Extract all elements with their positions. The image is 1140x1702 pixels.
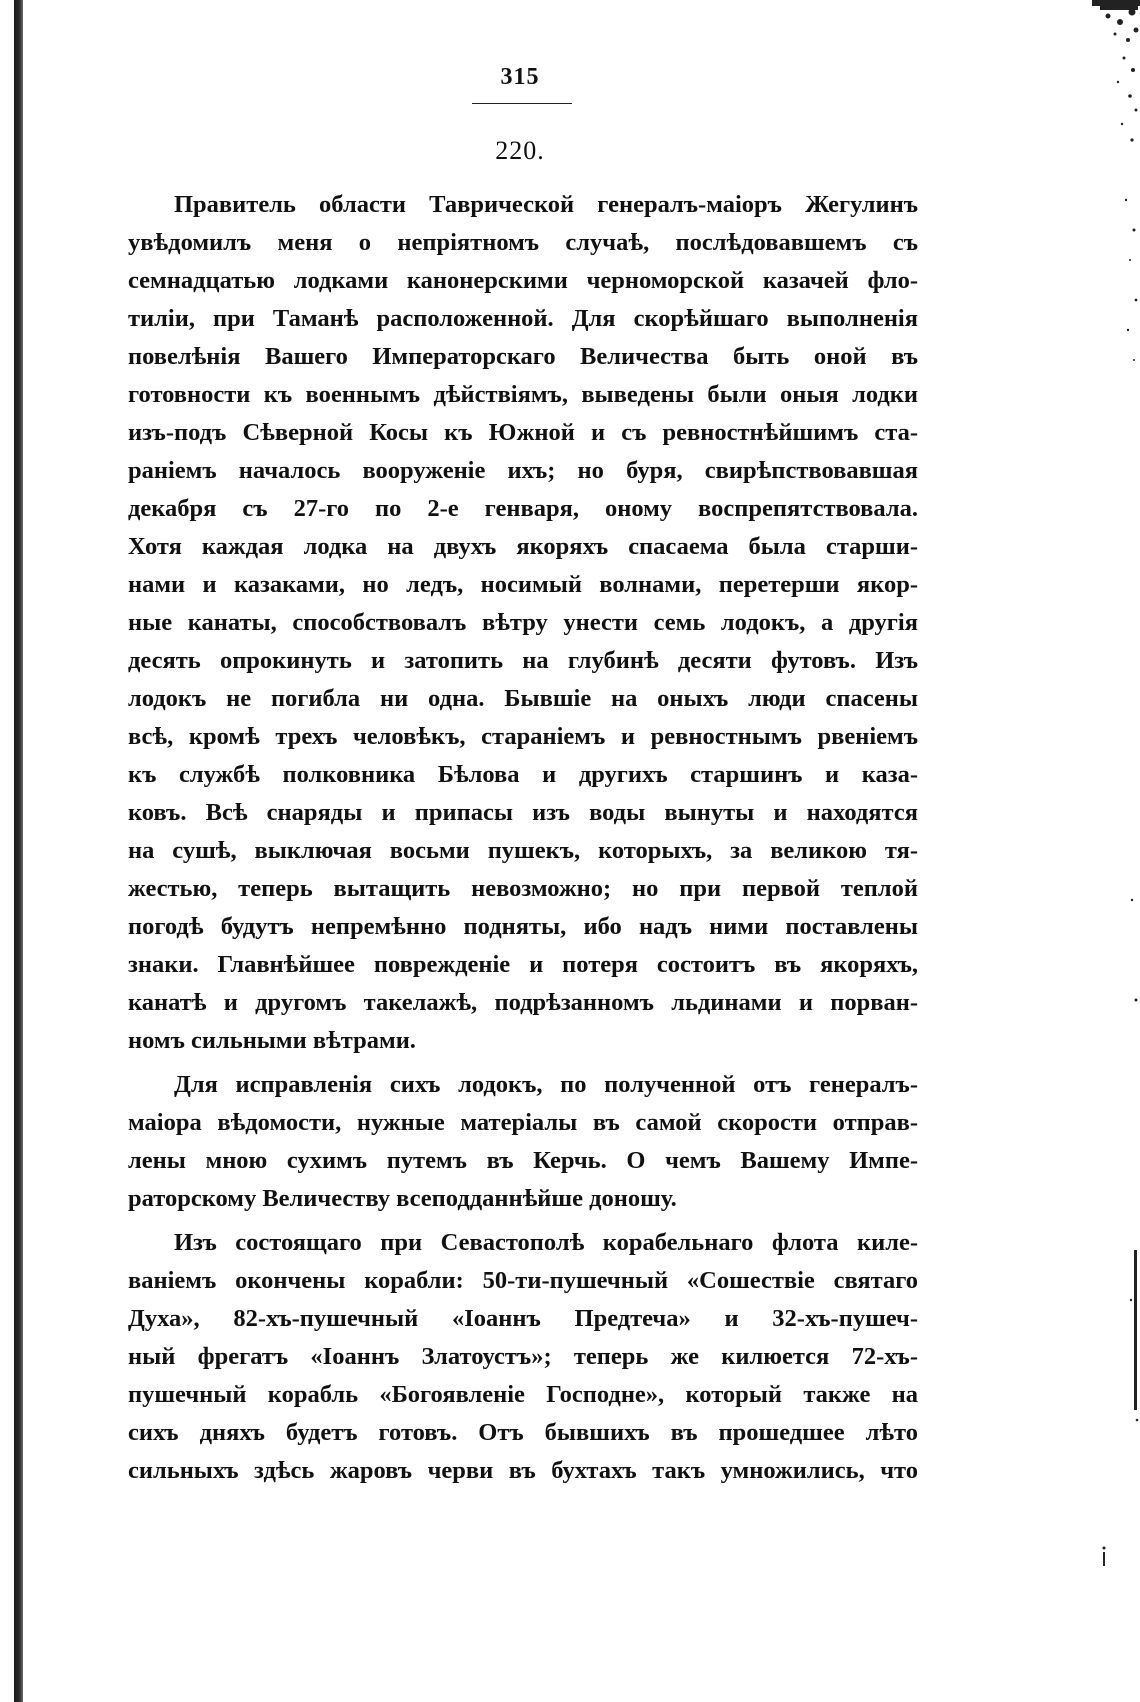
text-line: тиліи, при Таманѣ расположенной. Для скорѣйшаго выполненія (128, 305, 918, 332)
text-line: лены мною сухимъ путемъ въ Керчь. О чемъ Вашему Импе- (128, 1147, 918, 1174)
scan-edge-noise (1020, 0, 1140, 1702)
text-line: Правитель области Таврической генералъ-маіоръ Жегулинъ (174, 191, 918, 218)
text-line: ваніемъ окончены корабли: 50-ти-пушечный «Сошествіе святаго (128, 1267, 918, 1294)
text-line: декабря съ 27-го по 2-е генваря, оному воспрепятствовала. (128, 495, 918, 522)
text-line: на сушѣ, выключая восьми пушекъ, которыхъ, за великою тя- (128, 837, 918, 864)
text-line: Для исправленія сихъ лодокъ, по полученной отъ генералъ- (174, 1071, 918, 1098)
text-line: канатѣ и другомъ такелажѣ, подрѣзанномъ льдинами и порван- (128, 989, 918, 1016)
text-line: нами и казаками, но ледъ, носимый волнами, перетерши якор- (128, 571, 918, 598)
text-line: знаки. Главнѣйшее поврежденіе и потеря состоитъ въ якоряхъ, (128, 951, 918, 978)
text-line: раторскому Величеству всеподданнѣйше доношу. (128, 1185, 677, 1212)
page-number-rule (472, 103, 572, 104)
text-line: пушечный корабль «Богоявленіе Господне», который также на (128, 1381, 918, 1408)
text-line: номъ сильными вѣтрами. (128, 1027, 416, 1054)
text-line: повелѣнія Вашего Императорскаго Величества быть оной въ (128, 343, 918, 370)
text-line: Изъ состоящаго при Севастополѣ корабельнаго флота киле- (174, 1229, 918, 1256)
document-number: 220. (495, 136, 545, 165)
paragraph (128, 1224, 918, 1490)
text-line: маіора вѣдомости, нужные матеріалы въ самой скорости отправ- (128, 1109, 918, 1136)
paragraph (128, 1066, 918, 1218)
text-line: жестью, теперь вытащить невозможно; но при первой теплой (128, 875, 918, 902)
text-line: погодѣ будутъ непремѣнно подняты, ибо надъ ними поставлены (128, 913, 918, 940)
text-line: десять опрокинуть и затопить на глубинѣ десяти футовъ. Изъ (128, 647, 918, 674)
text-line: ные канаты, способствовалъ вѣтру унести семь лодокъ, а другія (128, 609, 918, 636)
page-number: 315 (500, 64, 540, 90)
text-line: семнадцатью лодками канонерскими черноморской казачей фло- (128, 267, 918, 294)
text-line: сильныхъ здѣсь жаровъ черви въ бухтахъ такъ умножились, что (128, 1457, 918, 1484)
text-line: Духа», 82-хъ-пушечный «Іоаннъ Предтеча» и 32-хъ-пушеч- (128, 1305, 918, 1332)
text-line: ковъ. Всѣ снаряды и припасы изъ воды вынуты и находятся (128, 799, 918, 826)
text-line: ный фрегатъ «Іоаннъ Златоустъ»; теперь же килюется 72-хъ- (128, 1343, 918, 1370)
text-line: всѣ, кромѣ трехъ человѣкъ, стараніемъ и ревностнымъ рвеніемъ (128, 723, 918, 750)
text-line: къ службѣ полковника Бѣлова и другихъ старшинъ и каза- (128, 761, 918, 788)
book-spine-edge (14, 0, 23, 1702)
letter-body (128, 186, 918, 1490)
paragraph (128, 186, 918, 1060)
text-line: сихъ дняхъ будетъ готовъ. Отъ бывшихъ въ прошедшее лѣто (128, 1419, 918, 1446)
text-line: раніемъ началось вооруженіе ихъ; но буря, свирѣпствовавшая (128, 457, 918, 484)
text-line: Хотя каждая лодка на двухъ якоряхъ спасаема была старши- (128, 533, 918, 560)
text-line: изъ-подъ Сѣверной Косы къ Южной и съ ревностнѣйшимъ ста- (128, 419, 918, 446)
text-line: готовности къ военнымъ дѣйствіямъ, выведены были оныя лодки (128, 381, 918, 408)
text-line: увѣдомилъ меня о непріятномъ случаѣ, послѣдовавшемъ съ (128, 229, 918, 256)
text-line: лодокъ не погибла ни одна. Бывшіе на оныхъ люди спасены (128, 685, 918, 712)
